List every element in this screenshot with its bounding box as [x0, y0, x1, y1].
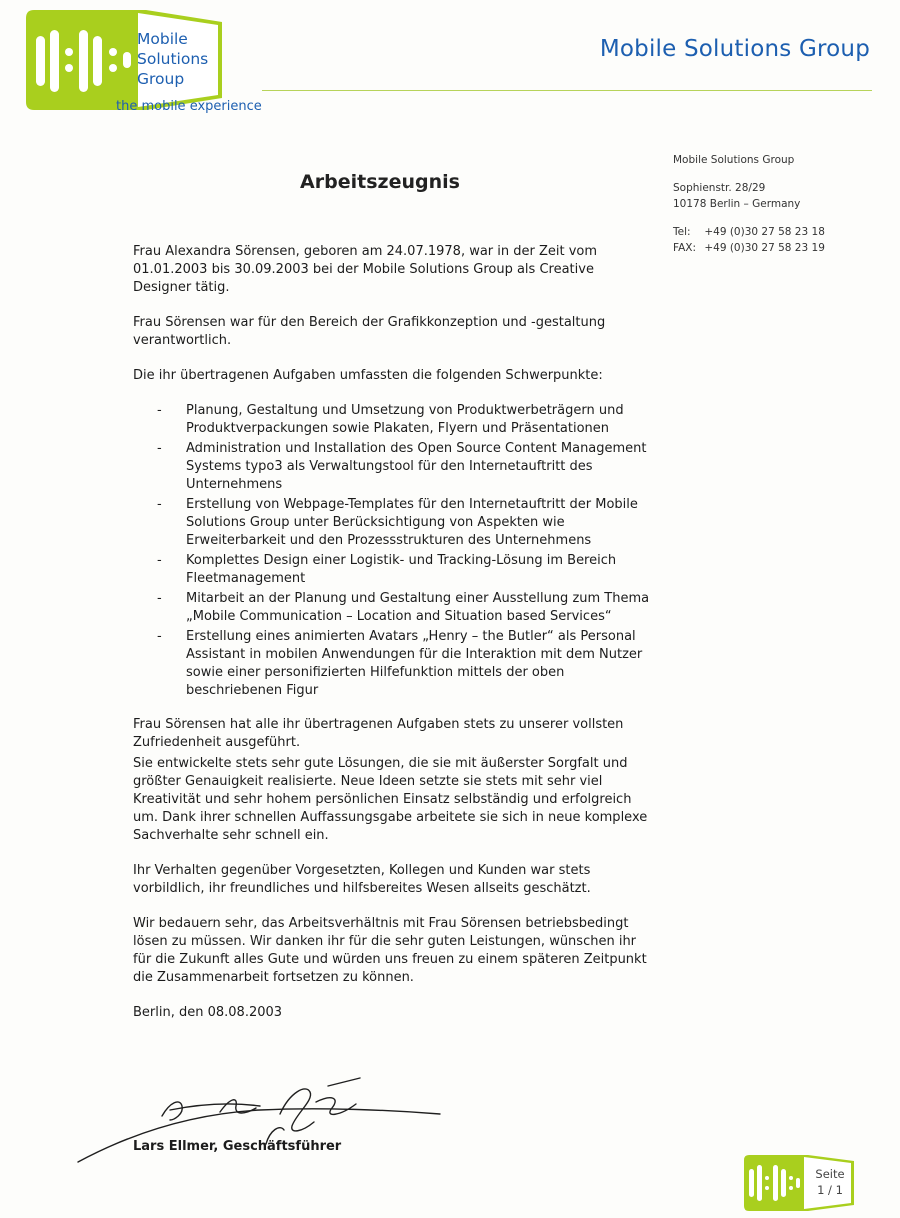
responsibility-paragraph: Frau Sörensen war für den Bereich der Grafikkonzeption und -gestaltung verantwortlich.: [133, 315, 606, 348]
tel-number: +49 (0)30 27 58 23 18: [704, 226, 825, 238]
logo-line-2: Solutions: [137, 50, 209, 68]
fax-label: FAX:: [673, 242, 696, 254]
brand-name: Mobile Solutions Group: [599, 36, 870, 62]
header-rule: [262, 90, 872, 91]
sender-street: Sophienstr. 28/29: [673, 182, 766, 194]
task-list: [133, 402, 653, 700]
sender-city: 10178 Berlin – Germany: [673, 198, 801, 210]
performance-paragraph-1: Frau Sörensen hat alle ihr übertragenen Aufgaben stets zu unserer vollsten Zufriedenheit ausgeführt.: [133, 717, 624, 750]
page-indicator: [812, 1166, 848, 1198]
bullet-dash: -: [157, 403, 162, 418]
tasks-intro: Die ihr übertragenen Aufgaben umfassten die folgenden Schwerpunkte:: [133, 368, 603, 383]
task-text: Administration und Installation des Open Source Content Management Systems typo3 als Verwaltungstool für den Internetauftritt des Unternehmens: [186, 441, 647, 492]
task-text: Planung, Gestaltung und Umsetzung von Produktwerbeträgern und Produktverpackungen sowie Plakaten, Flyern und Präsentationen: [186, 403, 624, 436]
document-title: Arbeitszeugnis: [300, 171, 460, 193]
bullet-dash: -: [157, 591, 162, 606]
bullet-dash: -: [157, 441, 162, 456]
task-text: Erstellung eines animierten Avatars „Henry – the Butler“ als Personal Assistant in mobilen Anwendungen für die Interaktion mit dem Nutzer sowie einer personifizierten Hilfefunktion mittels der oben beschriebenen Figur: [186, 629, 643, 698]
task-item: [133, 552, 653, 588]
logo-line-3: Group: [137, 70, 185, 88]
sender-fax: [673, 240, 825, 256]
task-text: Erstellung von Webpage-Templates für den Internetauftritt der Mobile Solutions Group unter Berücksichtigung von Aspekten wie Erweiterbarkeit und den Prozessstrukturen des Unternehmens: [186, 497, 638, 548]
sender-address: [673, 152, 825, 256]
task-item: [133, 628, 653, 700]
sender-tel: [673, 224, 825, 240]
logo-wordmark: [137, 29, 227, 89]
letter-body: [133, 243, 653, 1022]
place-date: Berlin, den 08.08.2003: [133, 1005, 283, 1020]
logo-line-1: Mobile: [137, 30, 188, 48]
fax-number: +49 (0)30 27 58 23 19: [704, 242, 825, 254]
bullet-dash: -: [157, 629, 162, 644]
task-item: [133, 496, 653, 550]
bullet-dash: -: [157, 497, 162, 512]
task-item: [133, 590, 653, 626]
task-text: Komplettes Design einer Logistik- und Tracking-Lösung im Bereich Fleetmanagement: [186, 553, 617, 586]
tel-label: Tel:: [673, 226, 691, 238]
performance-paragraph-2: Sie entwickelte stets sehr gute Lösungen, die sie mit äußerster Sorgfalt und größter Genauigkeit realisierte. Neue Ideen setzte sie stets mit sehr viel Kreativität und sehr hohem persönlichen Einsatz selbständig und erfolgreich um. Dank ihrer schnellen Auffassungsgabe arbeitete sie sich in neue komplexe Sachverhalte sehr schnell ein.: [133, 756, 648, 843]
behavior-paragraph: Ihr Verhalten gegenüber Vorgesetzten, Kollegen und Kunden war stets vorbildlich, ihr freundliches und hilfsbereites Wesen allseits geschätzt.: [133, 863, 591, 896]
task-item: [133, 402, 653, 438]
task-text: Mitarbeit an der Planung und Gestaltung einer Ausstellung zum Thema „Mobile Communication – Location and Situation based Services“: [186, 591, 650, 624]
page-word: Seite: [815, 1167, 845, 1181]
bullet-dash: -: [157, 553, 162, 568]
signer-name: Lars Ellmer, Geschäftsführer: [133, 1139, 342, 1154]
closing-paragraph: Wir bedauern sehr, das Arbeitsverhältnis mit Frau Sörensen betriebsbedingt lösen zu müssen. Wir danken ihr für die sehr guten Leistungen, wünschen ihr für die Zukunft alles Gute und würden uns freuen zu einem späteren Zeitpunkt die Zusammenarbeit fortsetzen zu können.: [133, 916, 647, 985]
page-number: 1 / 1: [817, 1183, 843, 1197]
task-item: [133, 440, 653, 494]
intro-paragraph: Frau Alexandra Sörensen, geboren am 24.07.1978, war in der Zeit vom 01.01.2003 bis 30.09.2003 bei der Mobile Solutions Group als Creative Designer tätig.: [133, 244, 598, 295]
tagline: the mobile experience: [116, 99, 262, 114]
sender-company: Mobile Solutions Group: [673, 154, 795, 166]
